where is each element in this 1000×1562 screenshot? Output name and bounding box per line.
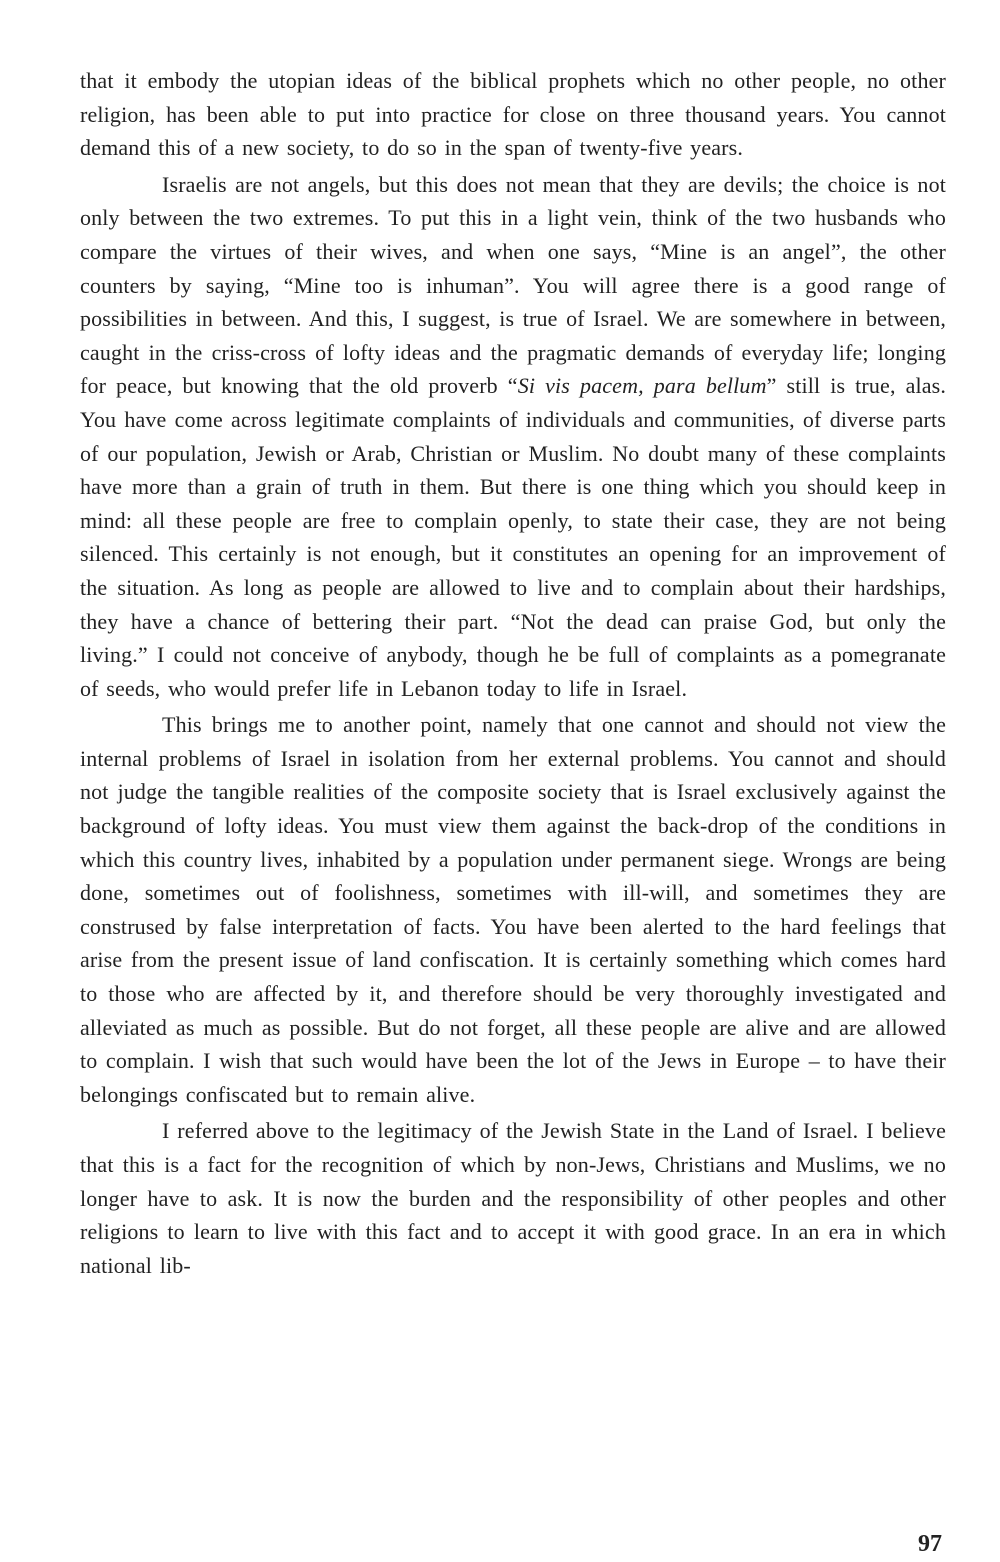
paragraph-3 xyxy=(80,708,946,1111)
latin-proverb: Si vis pacem, para bellum xyxy=(517,373,767,399)
page-text-body xyxy=(80,64,946,1285)
paragraph-1 xyxy=(80,64,946,165)
paragraph-2-text-a: Israelis are not angels, but this does not mean that they are devils; the choice is not only between the two extremes. To put this in a light vein, think of the two husbands who compare the virtues of their wives, and when one says, “Mine is an angel”, the other counters by saying, “Mine too is inhuman”. You will agree there is a good range of possibilities in between. And this, I suggest, is true of Israel. We are somewhere in between, caught in the criss-cross of lofty ideas and the pragmatic demands of everyday life; longing for peace, but knowing that the old proverb “ xyxy=(80,171,946,399)
paragraph-1-text: that it embody the utopian ideas of the biblical prophets which no other people, no other religion, has been able to put into practice for close on three thousand years. You cannot demand this of a new society, to do so in the span of twenty-five years. xyxy=(80,68,946,161)
paragraph-3-text: This brings me to another point, namely that one cannot and should not view the internal problems of Israel in isolation from her external problems. You cannot and should not judge the tangible realities of the composite society that is Israel exclusively against the background of lofty ideas. You must view them against the back-drop of the conditions in which this country lives, inhabited by a population under permanent siege. Wrongs are being done, sometimes out of foolishness, sometimes with ill-will, and sometimes they are constrused by false interpretation of facts. You have been alerted to the hard feelings that arise from the present issue of land confiscation. It is certainly something which comes hard to those who are affected by it, and therefore should be very thoroughly investigated and alleviated as much as possible. But do not forget, all these people are alive and are allowed to complain. I wish that such would have been the lot of the Jews in Europe – to have their belongings confiscated but to remain alive. xyxy=(80,712,946,1107)
paragraph-4 xyxy=(80,1114,946,1282)
page-number: 97 xyxy=(918,1531,942,1557)
paragraph-2 xyxy=(80,168,946,706)
paragraph-2-text-b: ” still is true, alas. You have come across legitimate complaints of individuals and communities, of diverse parts of our population, Jewish or Arab, Christian or Muslim. No doubt many of these complaints have more than a grain of truth in them. But there is one thing which you should keep in mind: all these people are free to complain openly, to state their case, they are not being silenced. This certainly is not enough, but it constitutes an opening for an improvement of the situation. As long as people are allowed to live and to complain about their hardships, they have a chance of bettering their part. “Not the dead can praise God, but only the living.” I could not conceive of anybody, though he be full of complaints as a pomegranate of seeds, who would prefer life in Lebanon today to life in Israel. xyxy=(80,373,947,701)
paragraph-4-text: I referred above to the legitimacy of the Jewish State in the Land of Israel. I believe that this is a fact for the recognition of which by non-Jews, Christians and Muslims, we no longer have to ask. It is now the burden and the responsibility of other peoples and other religions to learn to live with this fact and to accept it with good grace. In an era in which national lib- xyxy=(80,1118,946,1278)
